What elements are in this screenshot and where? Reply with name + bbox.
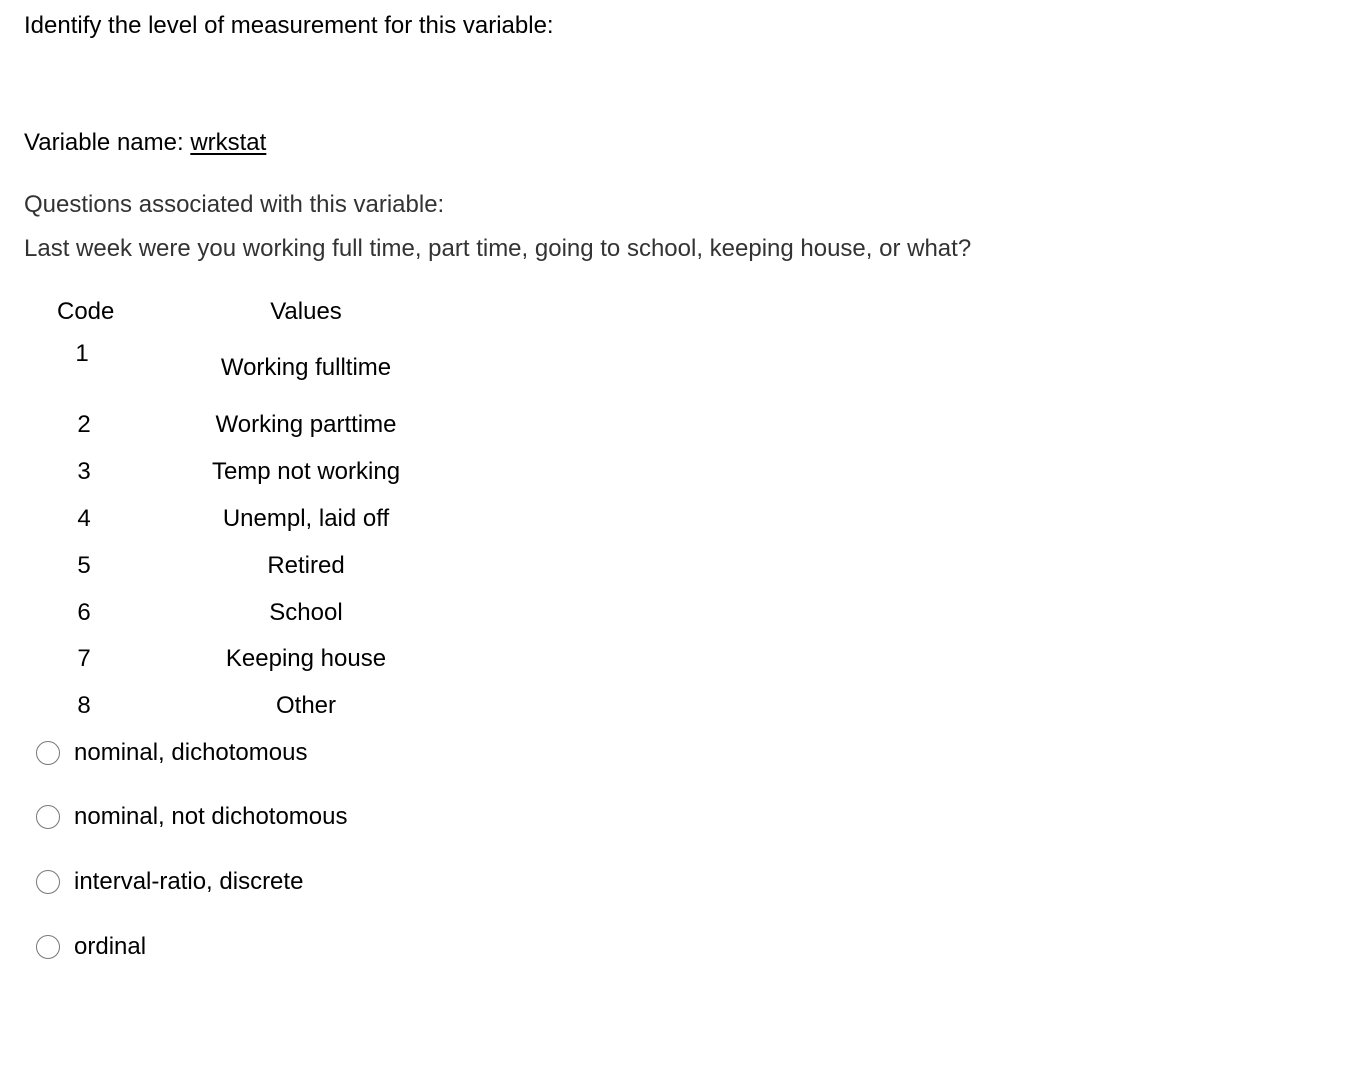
variable-name-line [24, 129, 266, 157]
option-nominal-dichotomous[interactable] [36, 736, 307, 770]
value-cell: Temp not working [211, 458, 401, 485]
values-column-header: Values [270, 298, 342, 325]
code-cell: 3 [77, 458, 91, 485]
radio-button[interactable] [36, 805, 60, 829]
option-label: interval-ratio, discrete [74, 868, 304, 895]
radio-button[interactable] [36, 935, 60, 959]
question-text: Last week were you working full time, part time, going to school, keeping house, or what? [24, 235, 972, 262]
value-cell: Working parttime [215, 411, 397, 438]
option-label: nominal, dichotomous [74, 739, 308, 766]
code-cell: 1 [75, 340, 89, 367]
value-cell: Other [275, 692, 337, 719]
variable-name-link[interactable]: wrkstat [190, 129, 267, 156]
option-ordinal[interactable] [36, 930, 146, 964]
radio-button[interactable] [36, 741, 60, 765]
code-column-header: Code [57, 298, 115, 325]
value-cell: Keeping house [225, 645, 387, 672]
code-cell: 5 [77, 552, 91, 579]
code-cell: 7 [77, 645, 91, 672]
code-cell: 8 [77, 692, 91, 719]
variable-name-label: Variable name: [24, 129, 191, 156]
question-prompt: Identify the level of measurement for this variable: [24, 12, 554, 39]
radio-button[interactable] [36, 870, 60, 894]
option-interval-ratio-discrete[interactable] [36, 865, 303, 899]
option-label: nominal, not dichotomous [74, 803, 348, 830]
code-cell: 6 [77, 599, 91, 626]
value-cell: Working fulltime [220, 354, 392, 381]
value-cell: Unempl, laid off [222, 505, 390, 532]
option-nominal-not-dichotomous[interactable] [36, 800, 348, 834]
code-cell: 2 [77, 411, 91, 438]
code-cell: 4 [77, 505, 91, 532]
option-label: ordinal [74, 933, 147, 960]
value-cell: School [269, 599, 343, 626]
questions-heading: Questions associated with this variable: [24, 191, 445, 218]
value-cell: Retired [267, 552, 345, 579]
